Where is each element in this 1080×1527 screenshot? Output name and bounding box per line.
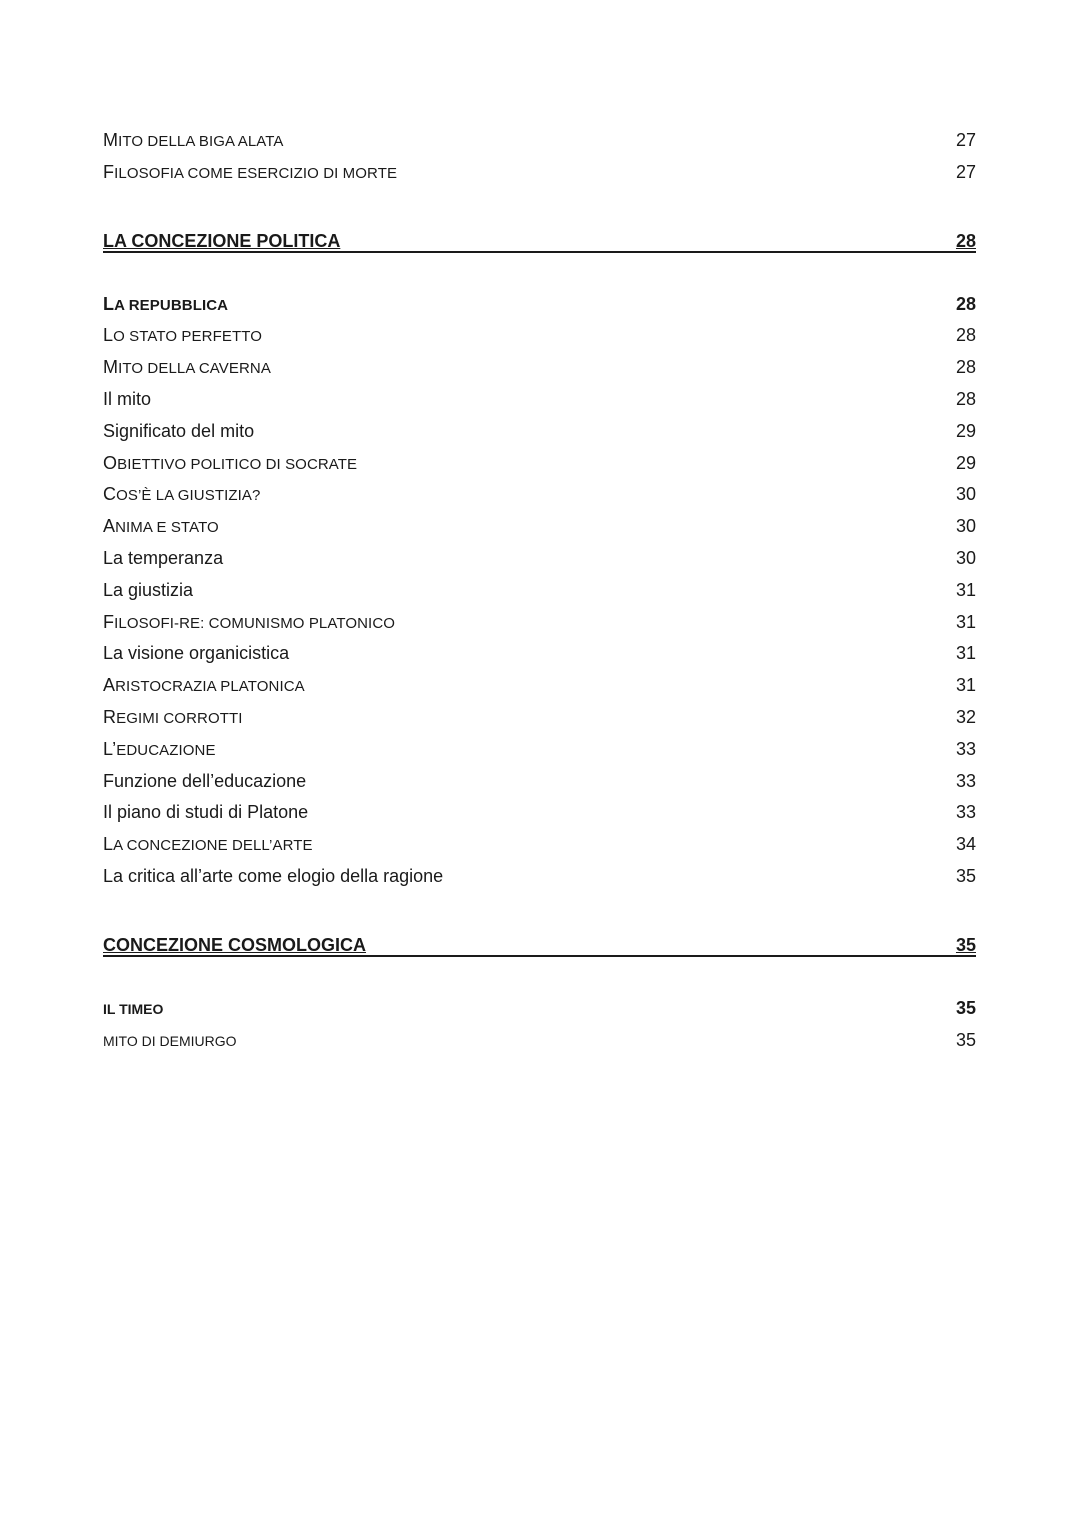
toc-page-number: 29 [955,420,976,441]
toc-entry-title: MITO DI DEMIURGO [103,1032,237,1049]
toc-entry-row[interactable] [103,125,976,157]
toc-entry-row[interactable] [103,1025,976,1057]
toc-page-number: 33 [955,770,976,791]
toc-entry-row[interactable] [103,797,976,829]
toc-entry-row[interactable] [103,607,976,639]
toc-page-number: 31 [955,611,976,632]
toc-entry-title: CONCEZIONE COSMOLOGICA [103,934,367,955]
toc-entry-row[interactable] [103,829,976,861]
toc-entry-row[interactable] [103,320,976,352]
toc-page-number: 28 [955,357,976,378]
toc-entry-row[interactable] [103,575,976,607]
toc-entry-title: MITO DELLA CAVERNA [103,357,271,378]
toc-page-number: 30 [955,547,976,568]
toc-entry-title: LA CONCEZIONE POLITICA [103,230,341,251]
toc-entry-row[interactable] [103,511,976,543]
toc-page-number: 33 [955,738,976,759]
toc-entry-row[interactable] [103,352,976,384]
toc-entry-title: Significato del mito [103,420,255,441]
toc-page-number: 27 [955,130,976,150]
toc-entry-row[interactable] [103,670,976,702]
toc-entry-row[interactable] [103,861,976,893]
toc-entry-row[interactable] [103,993,976,1025]
toc-page-number: 28 [955,325,976,346]
toc-page-number: 31 [955,579,976,600]
toc-entry-title: IL TIMEO [103,1000,164,1017]
toc-entry-row[interactable] [103,734,976,766]
toc-page-number: 31 [955,643,976,664]
toc-entry-title: REGIMI CORROTTI [103,706,243,727]
toc-page-number: 35 [955,1029,976,1050]
toc-page-number: 35 [955,934,976,955]
toc-entry-row[interactable] [103,702,976,734]
toc-entry-title: OBIETTIVO POLITICO DI SOCRATE [103,452,358,473]
toc-entry-row[interactable] [103,384,976,416]
toc-entry-row[interactable] [103,479,976,511]
spacer [103,189,976,221]
toc-page-number: 32 [955,706,976,727]
toc-entry-title: La critica all’arte come elogio della ragione [103,865,444,886]
toc-page-number: 33 [955,802,976,823]
toc-page-number: 35 [955,997,976,1018]
toc-page-number: 27 [955,161,976,182]
toc-entry-row[interactable] [103,638,976,670]
toc-entry-title: La temperanza [103,547,224,568]
toc-page-number: 29 [955,452,976,473]
toc-chapter-row[interactable] [103,925,976,957]
toc-entry-title: COS’È LA GIUSTIZIA? [103,484,261,505]
toc-entry-title: MITO DELLA BIGA ALATA [103,130,284,150]
toc-chapter-row[interactable] [103,221,976,253]
toc-page-number: 30 [955,484,976,505]
toc-page-number: 28 [955,230,976,251]
toc-page-number: 28 [955,293,976,314]
toc-page-number: 28 [955,388,976,409]
toc-entry-title: La visione organicistica [103,643,290,664]
toc-entry-title: LO STATO PERFETTO [103,325,262,346]
toc-entry-row[interactable] [103,766,976,798]
toc-entry-title: Il piano di studi di Platone [103,802,309,823]
toc-entry-row[interactable] [103,448,976,480]
toc-entry-title: LA REPUBBLICA [103,293,229,314]
toc-entry-title: ANIMA E STATO [103,516,219,537]
toc-entry-title: Funzione dell’educazione [103,770,307,791]
toc-entry-title: ARISTOCRAZIA PLATONICA [103,675,305,696]
toc-page-number: 30 [955,516,976,537]
toc-entry-title: LA CONCEZIONE DELL’ARTE [103,834,313,855]
toc-entry-row[interactable] [103,289,976,321]
spacer [103,957,976,993]
table-of-contents [103,125,976,1056]
toc-page-number: 34 [955,834,976,855]
toc-entry-title: L’EDUCAZIONE [103,738,216,759]
toc-page-number: 31 [955,675,976,696]
toc-entry-title: FILOSOFIA COME ESERCIZIO DI MORTE [103,161,398,182]
toc-entry-row[interactable] [103,157,976,189]
toc-page-number: 35 [955,865,976,886]
toc-entry-row[interactable] [103,543,976,575]
toc-entry-title: FILOSOFI-RE: COMUNISMO PLATONICO [103,611,396,632]
spacer [103,253,976,289]
spacer [103,893,976,925]
toc-entry-title: Il mito [103,388,152,409]
toc-entry-row[interactable] [103,416,976,448]
toc-entry-title: La giustizia [103,579,194,600]
